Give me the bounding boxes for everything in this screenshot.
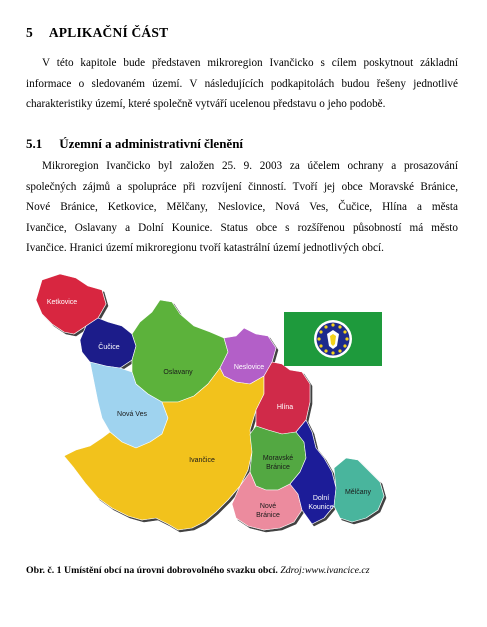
caption-label: Obr. č. 1 Umístění obcí na úrovni dobrovolného svazku obcí. xyxy=(26,565,278,576)
label-ivancice: Ivančice xyxy=(189,457,215,464)
label-nove-branice-1: Nové xyxy=(259,503,277,510)
section-heading xyxy=(26,136,243,152)
label-cucice: Čučice xyxy=(98,344,120,351)
label-dolni-kounice-2: Kounice xyxy=(308,504,334,511)
label-melcany: Mělčany xyxy=(344,489,372,496)
label-hlina: Hlína xyxy=(276,404,294,411)
microregion-flag xyxy=(284,312,382,366)
figure-caption xyxy=(26,565,370,576)
body-line: Nové Bránice, Ketkovice, Mělčany, Neslovice, Nová Ves, Čučice, Hlína a města xyxy=(26,201,458,213)
caption-source-prefix: Zdroj: xyxy=(280,565,305,576)
section-number: 5.1 xyxy=(26,136,43,151)
microregion-map xyxy=(28,272,458,562)
body-paragraph xyxy=(26,156,458,259)
region-cucice xyxy=(80,318,136,368)
label-oslavany: Oslavany xyxy=(163,369,193,376)
intro-line: V této kapitole bude představen mikroregion Ivančicko s cílem poskytnout základní xyxy=(42,57,458,69)
label-moravske-branice-2: Bránice xyxy=(266,464,290,471)
body-line: Ivančice, Oslavany a Dolní Kounice. Status obce s rozšířenou působností má město xyxy=(26,221,458,234)
label-moravske-branice-1: Moravské xyxy=(262,455,294,462)
label-nova-ves: Nová Ves xyxy=(117,411,147,418)
intro-line: charakteristiky území, které společně vytváří ucelenou představu o jeho podobě. xyxy=(26,98,386,110)
label-nove-branice-2: Bránice xyxy=(256,512,280,519)
label-neslovice: Neslovice xyxy=(233,364,265,371)
label-dolni-kounice-1: Dolní xyxy=(312,495,330,502)
chapter-heading xyxy=(26,25,168,41)
chapter-number: 5 xyxy=(26,25,33,40)
body-line: Ivančice. Hranici území mikroregionu tvoří katastrální území jednotlivých obcí. xyxy=(26,242,384,254)
label-ketkovice: Ketkovice xyxy=(46,299,78,306)
caption-source: www.ivancice.cz xyxy=(305,565,370,576)
body-line: Mikroregion Ivančicko byl založen 25. 9. 2003 za účelem ochrany a prosazování xyxy=(42,160,458,172)
body-line: společných zájmů a spolupráce při rozvíjení činností. Tvoří jej obce Moravské Bránice, xyxy=(26,180,458,193)
intro-line: informace o sledovaném území. V následujících podkapitolách budou řešeny jednotlivé xyxy=(26,77,458,90)
chapter-title: APLIKAČNÍ ČÁST xyxy=(48,25,169,40)
intro-paragraph xyxy=(26,53,458,115)
section-title: Územní a administrativní členění xyxy=(59,136,244,151)
